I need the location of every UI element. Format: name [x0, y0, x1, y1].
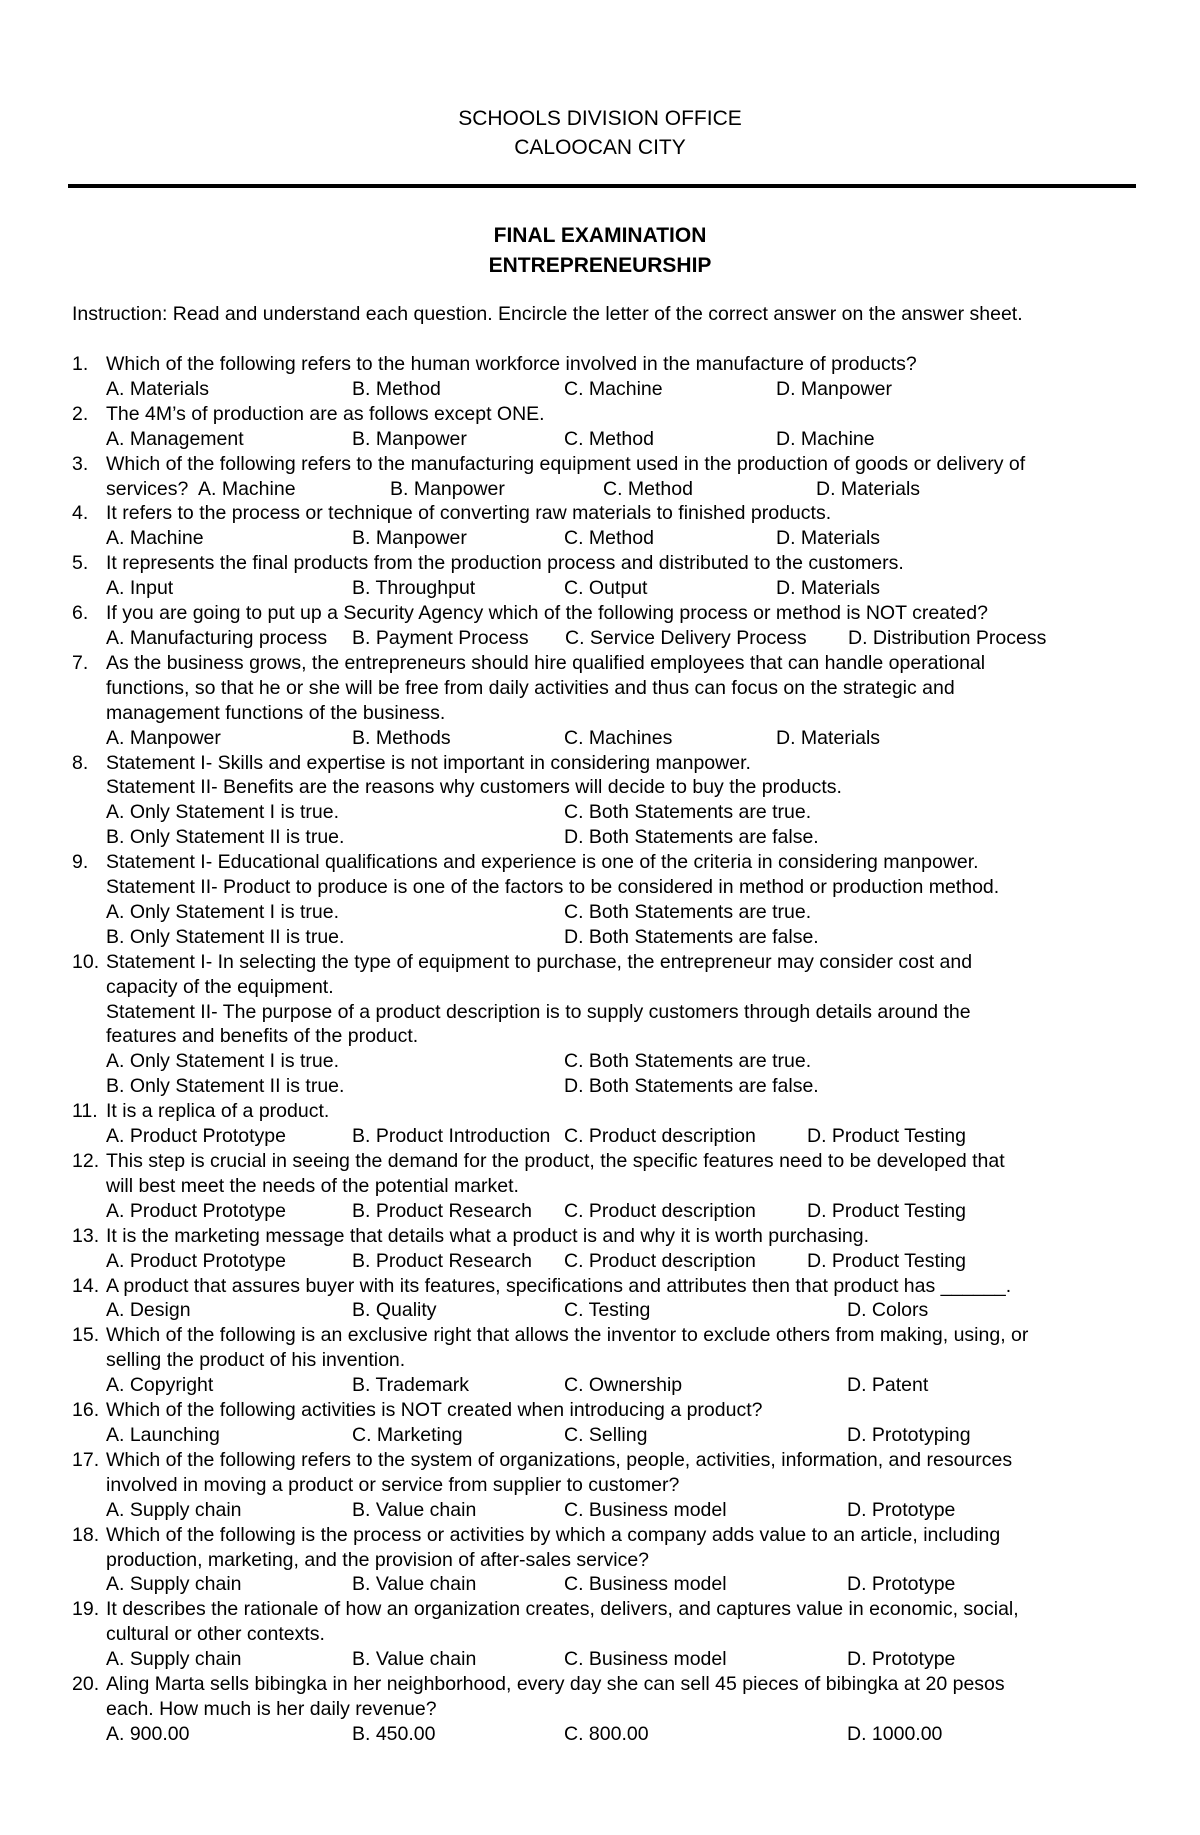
choice-option: A. Supply chain: [106, 1648, 242, 1671]
choice-option: C. Selling: [564, 1423, 648, 1446]
choice-option: A. Product Prototype: [106, 1125, 286, 1148]
choices-row: [106, 825, 1142, 850]
choice-option: A. Only Statement I is true.: [106, 801, 340, 824]
choice-option: C. Both Statements are true.: [564, 900, 812, 923]
choice-option: A. Product Prototype: [106, 1249, 286, 1272]
choice-option: C. Product description: [564, 1249, 756, 1272]
choice-option: D. Prototyping: [847, 1423, 971, 1446]
question-item: [72, 1274, 1142, 1324]
choice-option: B. Manpower: [352, 427, 467, 450]
choice-option: A. Launching: [106, 1423, 220, 1446]
choice-option: D. Prototype: [847, 1648, 956, 1671]
question-item: [72, 1398, 1142, 1448]
choices-row: [106, 1249, 1142, 1274]
choice-option: A. 900.00: [106, 1722, 190, 1745]
choices-row: [106, 1049, 1142, 1074]
choice-option: D. Colors: [847, 1299, 929, 1322]
header: [0, 104, 1200, 162]
choice-option: C. Method: [603, 477, 693, 500]
choices-row: [106, 1373, 1142, 1398]
choice-option: B. 450.00: [352, 1722, 436, 1745]
choices-row: [106, 1074, 1142, 1099]
question-text: It describes the rationale of how an organization creates, delivers, and captures value in economic, social,: [106, 1598, 1019, 1621]
choice-option: A. Machine: [198, 477, 296, 500]
question-text: Which of the following refers to the manufacturing equipment used in the production of goods or delivery of: [106, 452, 1026, 475]
choice-option: D. Prototype: [847, 1498, 956, 1521]
question-text: If you are going to put up a Security Agency which of the following process or method is NOT created?: [106, 602, 988, 625]
question-item: [72, 1224, 1142, 1274]
question-text: The 4M’s of production are as follows except ONE.: [106, 402, 545, 425]
choice-option: B. Product Research: [352, 1249, 532, 1272]
question-text: involved in moving a product or service from supplier to customer?: [106, 1473, 680, 1496]
question-number: 18.: [72, 1523, 100, 1546]
choice-option: D. Materials: [776, 726, 881, 749]
question-number: 12.: [72, 1150, 100, 1172]
choice-option: A. Manufacturing process: [106, 626, 328, 649]
choice-option: C. Marketing: [352, 1423, 463, 1446]
choices-row: [106, 1722, 1142, 1747]
question-text: functions, so that he or she will be free from daily activities and thus can focus on the strategic and: [106, 676, 955, 699]
choice-option: B. Product Introduction: [352, 1125, 551, 1148]
choice-option: A. Copyright: [106, 1374, 214, 1397]
question-text: selling the product of his invention.: [106, 1349, 406, 1372]
header-divider: [68, 184, 1136, 188]
choice-option: D. Machine: [776, 427, 875, 450]
choices-row: [106, 477, 1142, 502]
question-text: Which of the following is an exclusive right that allows the inventor to exclude others from making, using, or: [106, 1324, 1029, 1347]
question-item: [72, 452, 1142, 502]
question-item: [72, 1523, 1142, 1598]
choice-option: D. Both Statements are false.: [564, 1075, 819, 1098]
question-number: 4.: [72, 502, 89, 525]
choice-option: C. Business model: [564, 1648, 727, 1671]
choices-row: [106, 1647, 1142, 1672]
choice-option: C. Machine: [564, 377, 663, 400]
choice-option: D. Product Testing: [807, 1249, 966, 1272]
choice-option: D. Patent: [847, 1374, 929, 1397]
choices-row: [106, 1423, 1142, 1448]
question-number: 15.: [72, 1324, 100, 1347]
question-text: cultural or other contexts.: [106, 1623, 325, 1646]
question-item: [72, 352, 1142, 402]
choice-option: C. Machines: [564, 726, 673, 749]
question-text: will best meet the needs of the potential market.: [106, 1174, 519, 1197]
choice-option: C. Both Statements are true.: [564, 1050, 812, 1073]
division-office: SCHOOLS DIVISION OFFICE: [458, 107, 742, 130]
choice-option: B. Only Statement II is true.: [106, 925, 345, 948]
question-text: capacity of the equipment.: [106, 975, 334, 998]
choice-option: B. Quality: [352, 1299, 437, 1322]
question-number: 9.: [72, 851, 89, 874]
choice-option: C. Testing: [564, 1299, 651, 1322]
question-item: [72, 501, 1142, 551]
question-item: [72, 551, 1142, 601]
question-number: 1.: [72, 353, 89, 375]
choice-option: D. Materials: [776, 527, 881, 550]
choices-row: [106, 1124, 1142, 1149]
question-item: [72, 751, 1142, 851]
choices-row: [106, 1199, 1142, 1224]
choice-option: D. Product Testing: [807, 1125, 966, 1148]
choice-option: C. Service Delivery Process: [565, 626, 807, 649]
question-text: This step is crucial in seeing the demand for the product, the specific features need to be developed that: [106, 1150, 1005, 1172]
question-item: [72, 601, 1142, 651]
choice-option: B. Value chain: [352, 1573, 477, 1596]
choice-option: C. Method: [564, 527, 654, 550]
question-text: production, marketing, and the provision of after-sales service?: [106, 1548, 650, 1571]
question-text: A product that assures buyer with its features, specifications and attributes then that product has ______.: [106, 1274, 1012, 1297]
choice-option: A. Management: [106, 427, 244, 450]
choices-row: [106, 1498, 1142, 1523]
question-number: 11.: [72, 1100, 98, 1123]
choices-row: [106, 626, 1142, 651]
choice-option: B. Throughput: [352, 577, 476, 600]
question-number: 13.: [72, 1224, 100, 1247]
choices-row: [106, 1298, 1142, 1323]
choices-row: [106, 925, 1142, 950]
choice-option: C. 800.00: [564, 1722, 649, 1745]
choices-row: [106, 900, 1142, 925]
question-text: Statement II- The purpose of a product description is to supply customers through details around the: [106, 1000, 971, 1023]
question-text: Aling Marta sells bibingka in her neighborhood, every day she can sell 45 pieces of bibingka at 20 pesos: [106, 1673, 1005, 1696]
choice-option: C. Output: [564, 577, 648, 600]
choice-option: C. Business model: [564, 1573, 727, 1596]
choice-option: B. Payment Process: [352, 626, 529, 649]
exam-title-block: [0, 221, 1200, 281]
question-number: 20.: [72, 1673, 100, 1696]
choice-option: A. Input: [106, 577, 174, 600]
choice-option: A. Product Prototype: [106, 1199, 286, 1222]
question-text: It refers to the process or technique of converting raw materials to finished products.: [106, 502, 832, 525]
choices-row: [106, 576, 1142, 601]
choice-option: D. Materials: [776, 577, 881, 600]
choice-option: A. Design: [106, 1299, 191, 1322]
question-number: 7.: [72, 651, 89, 674]
choices-row: [106, 800, 1142, 825]
question-number: 19.: [72, 1598, 100, 1621]
question-text: Which of the following is the process or activities by which a company adds value to an article, including: [106, 1523, 1001, 1546]
question-text: Statement II- Product to produce is one of the factors to be considered in method or production method.: [106, 876, 1000, 899]
question-text: Statement I- In selecting the type of equipment to purchase, the entrepreneur may consider cost and: [106, 950, 973, 973]
question-text: services?: [106, 477, 189, 500]
choice-option: D. Product Testing: [807, 1199, 966, 1222]
question-text: Statement II- Benefits are the reasons why customers will decide to buy the products.: [106, 776, 842, 799]
choice-option: D. 1000.00: [847, 1722, 943, 1745]
question-list: [72, 352, 1142, 1747]
instruction: Instruction: Read and understand each question. Encircle the letter of the correct answer on the answer sheet.: [72, 303, 1023, 325]
question-text: As the business grows, the entrepreneurs should hire qualified employees that can handle operational: [106, 651, 986, 674]
city-name: CALOOCAN CITY: [514, 136, 686, 159]
question-number: 5.: [72, 552, 89, 575]
question-item: [72, 1323, 1142, 1398]
choice-option: A. Only Statement I is true.: [106, 1050, 340, 1073]
choices-row: [106, 526, 1142, 551]
question-item: [72, 651, 1142, 751]
choice-option: C. Method: [564, 427, 654, 450]
choice-option: D. Both Statements are false.: [564, 925, 819, 948]
choice-option: B. Method: [352, 377, 441, 400]
choice-option: A. Machine: [106, 527, 204, 550]
choice-option: A. Supply chain: [106, 1498, 242, 1521]
choice-option: A. Manpower: [106, 726, 221, 749]
choice-option: D. Distribution Process: [848, 626, 1047, 649]
question-item: [72, 1149, 1142, 1224]
question-text: management functions of the business.: [106, 701, 446, 724]
choice-option: B. Trademark: [352, 1374, 470, 1397]
question-text: Statement I- Educational qualifications and experience is one of the criteria in considering manpower.: [106, 851, 979, 874]
question-number: 8.: [72, 751, 89, 774]
choice-option: B. Methods: [352, 726, 451, 749]
question-item: [72, 950, 1142, 1099]
question-number: 10.: [72, 950, 100, 973]
choice-option: D. Both Statements are false.: [564, 826, 819, 849]
question-text: Statement I- Skills and expertise is not important in considering manpower.: [106, 751, 751, 774]
question-number: 6.: [72, 602, 89, 625]
question-item: [72, 850, 1142, 950]
question-item: [72, 1448, 1142, 1523]
choice-option: C. Business model: [564, 1498, 727, 1521]
choice-option: C. Product description: [564, 1199, 756, 1222]
question-number: 2.: [72, 402, 89, 425]
choices-row: [106, 377, 1142, 402]
exam-subject: ENTREPRENEURSHIP: [488, 254, 712, 277]
choice-option: A. Supply chain: [106, 1573, 242, 1596]
choice-option: C. Ownership: [564, 1374, 683, 1397]
choice-option: A. Materials: [106, 377, 209, 400]
question-text: It is the marketing message that details what a product is and why it is worth purchasing.: [106, 1224, 870, 1247]
choices-row: [106, 1572, 1142, 1597]
choice-option: A. Only Statement I is true.: [106, 900, 340, 923]
choice-option: B. Only Statement II is true.: [106, 826, 345, 849]
question-text: features and benefits of the product.: [106, 1025, 419, 1048]
question-item: [72, 1672, 1142, 1747]
question-item: [72, 1099, 1142, 1149]
choice-option: B. Value chain: [352, 1498, 477, 1521]
question-number: 16.: [72, 1399, 100, 1422]
question-text: Which of the following refers to the system of organizations, people, activities, information, and resources: [106, 1448, 1013, 1471]
choice-option: B. Only Statement II is true.: [106, 1075, 345, 1098]
question-text: It represents the final products from the production process and distributed to the customers.: [106, 552, 904, 575]
choice-option: B. Manpower: [390, 477, 505, 500]
question-number: 14.: [72, 1274, 100, 1297]
question-text: Which of the following refers to the human workforce involved in the manufacture of products?: [106, 353, 917, 375]
choice-option: D. Manpower: [776, 377, 892, 400]
choice-option: B. Product Research: [352, 1199, 532, 1222]
question-item: [72, 1597, 1142, 1672]
choices-row: [106, 427, 1142, 452]
choice-option: C. Product description: [564, 1125, 756, 1148]
exam-title: FINAL EXAMINATION: [493, 224, 707, 247]
question-number: 17.: [72, 1448, 100, 1471]
question-text: Which of the following activities is NOT created when introducing a product?: [106, 1399, 763, 1422]
choices-row: [106, 726, 1142, 751]
choice-option: C. Both Statements are true.: [564, 801, 812, 824]
question-text: each. How much is her daily revenue?: [106, 1697, 437, 1720]
question-text: It is a replica of a product.: [106, 1100, 330, 1123]
choice-option: D. Materials: [816, 477, 921, 500]
choice-option: B. Value chain: [352, 1648, 477, 1671]
choice-option: D. Prototype: [847, 1573, 956, 1596]
choice-option: B. Manpower: [352, 527, 467, 550]
question-item: [72, 402, 1142, 452]
question-number: 3.: [72, 452, 89, 475]
